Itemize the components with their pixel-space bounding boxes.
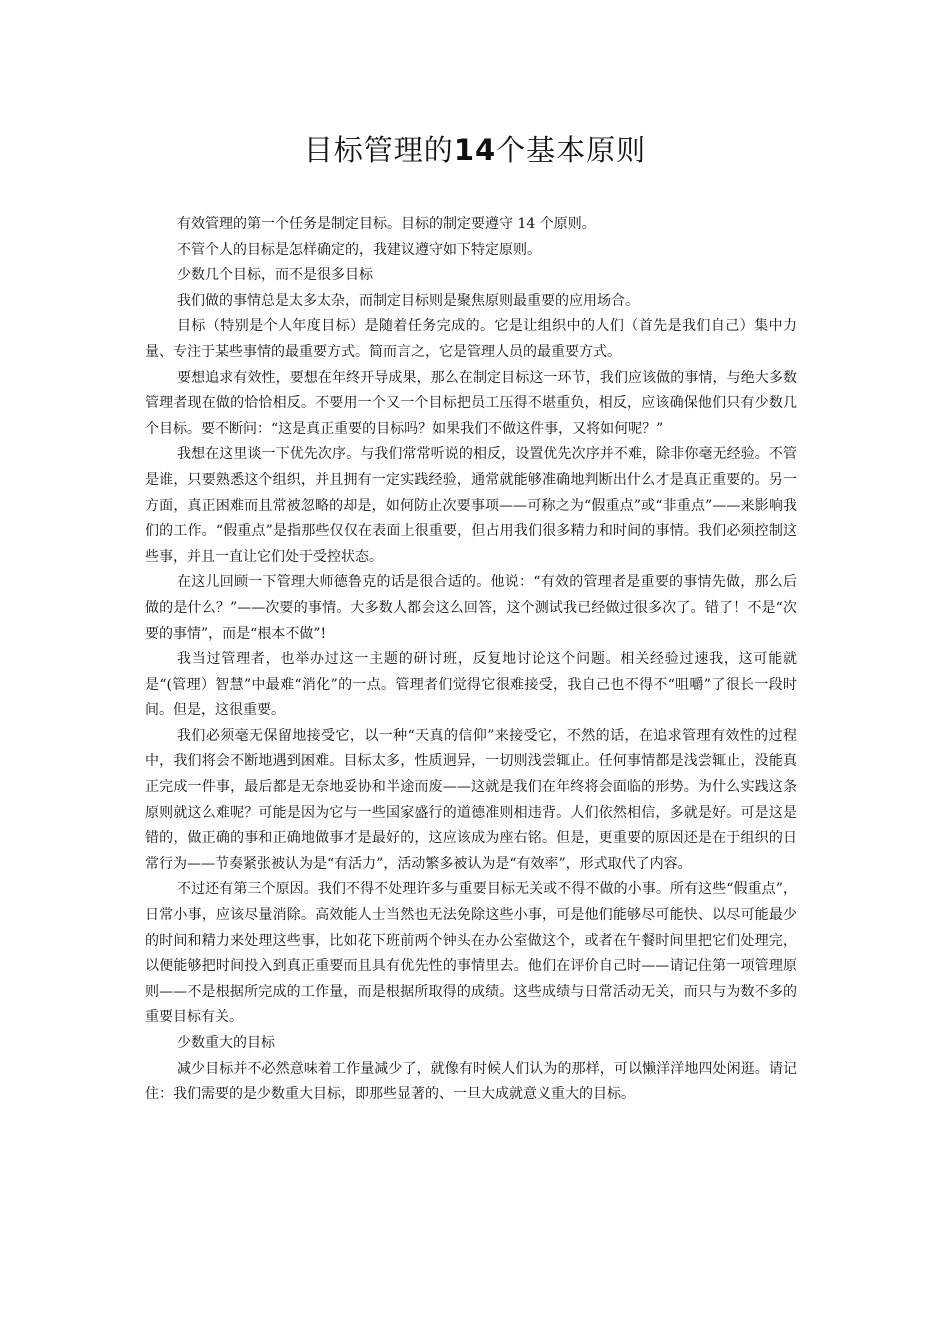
paragraph: 我们做的事情总是太多太杂，而制定目标则是聚焦原则最重要的应用场合。 (177, 292, 639, 309)
document-title (0, 128, 950, 172)
paragraph: 有效管理的第一个任务是制定目标。目标的制定要遵守 14 个原则。 (177, 216, 596, 232)
paragraph: 我想在这里谈一下优先次序。与我们常常听说的相反，设置优先次序并不难，除非你毫无经验。不管是谁，只要熟悉这个组织，并且拥有一定实践经验，通常就能够准确地判断出什么才是真正重要的。另一方面，真正困难而且常被忽略的却是，如何防止次要事项——可称之为“假重点”或“非重点”——来影响我们的工作。“假重点”是指那些仅仅在表面上很重要，但占用我们很多精力和时间的事情。我们必须控制这些事，并且一直让它们处于受控状态。 (145, 446, 797, 565)
paragraph: 要想追求有效性，要想在年终开导成果，那么在制定目标这一环节，我们应该做的事情，与绝大多数管理者现在做的恰恰相反。不要用一个又一个目标把员工压得不堪重负，相反，应该确保他们只有少数几个目标。要不断问：“这是真正重要的目标吗？如果我们不做这件事，又将如何呢？” (145, 369, 797, 437)
section-heading: 少数几个目标，而不是很多目标 (177, 267, 373, 284)
paragraph: 不过还有第三个原因。我们不得不处理许多与重要目标无关或不得不做的小事。所有这些“假重点”，日常小事，应该尽量消除。高效能人士当然也无法免除这些小事，可是他们能够尽可能快、以尽可能最少的时间和精力来处理这些事，比如花下班前两个钟头在办公室做这个，或者在午餐时间里把它们处理完，以便能够把时间投入到真正重要而且具有优先性的事情里去。他们在评价自己时——请记住第一项管理原则——不是根据所完成的工作量，而是根据所取得的成绩。这些成绩与日常活动无关，而只与为数不多的重要目标有关。 (145, 881, 797, 1026)
section-heading: 少数重大的目标 (177, 1035, 275, 1051)
title-prefix: 目标管理的 (303, 133, 454, 167)
title-number: 14 (453, 133, 497, 167)
paragraph: 在这儿回顾一下管理大师德鲁克的话是很合适的。他说：“有效的管理者是重要的事情先做，那么后做的是什么？”——次要的事情。大多数人都会这么回答，这个测试我已经做过很多次了。错了！不是“次要的事情”，而是“根本不做”! (145, 574, 797, 642)
document-body (145, 212, 797, 1108)
paragraph: 目标（特别是个人年度目标）是随着任务完成的。它是让组织中的人们（首先是我们自己）集中力量、专注于某些事情的最重要方式。简而言之，它是管理人员的最重要方式。 (145, 318, 797, 360)
paragraph: 我当过管理者，也举办过这一主题的研讨班，反复地讨论这个问题。相关经验过速我，这可能就是“(管理）智慧”中最难“消化”的一点。管理者们觉得它很难接受，我自己也不得不“咀嚼”了很长一段时间。但是，这很重要。 (145, 651, 797, 719)
title-suffix: 个基本原则 (496, 133, 647, 167)
paragraph: 不管个人的目标是怎样确定的，我建议遵守如下特定原则。 (177, 241, 541, 258)
paragraph: 我们必须毫无保留地接受它，以一种“天真的信仰”来接受它，不然的话，在追求管理有效性的过程中，我们将会不断地遇到困难。目标太多，性质迥异，一切则浅尝辄止。任何事情都是浅尝辄止，没能真正完成一件事，最后都是无奈地妥协和半途而废——这就是我们在年终将会面临的形势。为什么实践这条原则就这么难呢？可能是因为它与一些国家盛行的道德准则相违背。人们依然相信，多就是好。可是这是错的，做正确的事和正确地做事才是最好的，这应该成为座右铭。但是，更重要的原因还是在于组织的日常行为——节奏紧张被认为是“有活力”，活动繁多被认为是“有效率”，形式取代了内容。 (145, 727, 797, 872)
paragraph: 减少目标并不必然意味着工作量减少了，就像有时候人们认为的那样，可以懒洋洋地四处闲逛。请记住：我们需要的是少数重大目标，即那些显著的、一旦大成就意义重大的目标。 (145, 1060, 797, 1103)
